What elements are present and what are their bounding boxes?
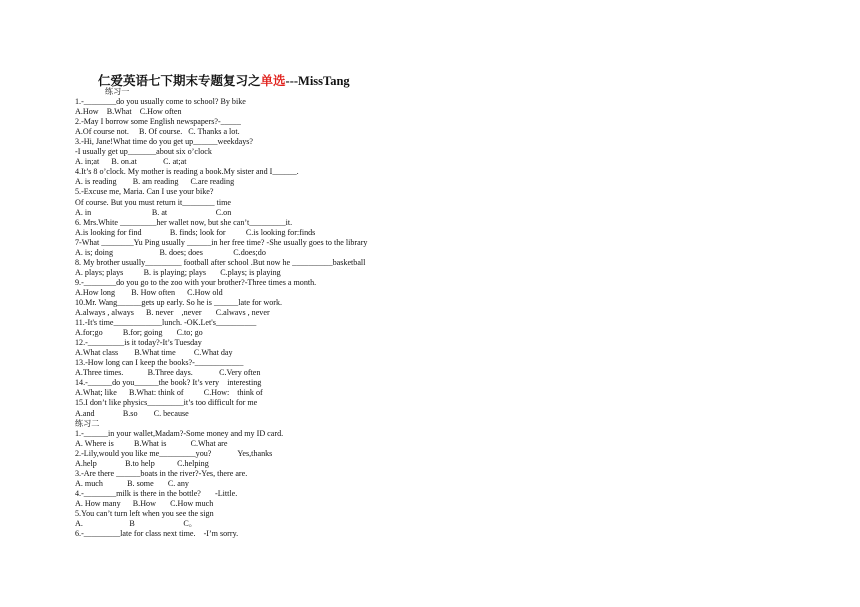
question-line: 2.-Lily,would you like me_________you? Yes,thanks: [75, 448, 273, 458]
question-line: A. in;at B. on.at C. at;at: [75, 157, 187, 167]
question-line: A.How B.What C.How often: [75, 107, 182, 117]
question-line: 14.-______do you______the book? It’s very interesting: [75, 378, 262, 388]
question-line: A. is reading B. am reading C.are reading: [75, 177, 235, 187]
question-line: A.help B.to help C.helping: [75, 458, 209, 468]
question-line: A. How many B.How C.How much: [75, 498, 214, 508]
question-line: Of course. But you must return it________ time: [75, 197, 232, 207]
question-line: A. B C。: [75, 519, 197, 529]
question-list: [75, 87, 575, 539]
question-line: 6.-_________late for class next time. -I’m sorry.: [75, 529, 239, 539]
question-line: 10.Mr. Wang______gets up early. So he is ______late for work.: [75, 297, 283, 307]
question-line: A.and B.so C. because: [75, 408, 189, 418]
question-line: 2.-May I borrow some English newspapers?-_____: [75, 117, 241, 127]
question-line: 11.-It's time____________lunch. -OK.Let's__________: [75, 318, 257, 328]
question-line: A.What; like B.What: think of C.How: think of: [75, 388, 263, 398]
question-line: -I usually get up_______about six o’clock: [75, 147, 212, 157]
question-line: 1.-______in your wallet,Madam?-Some money and my ID card.: [75, 428, 284, 438]
section-heading: 练习二: [75, 418, 100, 428]
question-line: 9.-________do you go to the zoo with your brother?-Three times a month.: [75, 277, 317, 287]
question-line: 8. My brother usually_________ football after school .But now he __________basketball: [75, 257, 366, 267]
question-line: A.Three times. B.Three days. C.Very often: [75, 368, 261, 378]
question-line: A.is looking for find B. finds; look for C.is looking for:finds: [75, 227, 316, 237]
question-line: A.How long B. How often C.How old: [75, 287, 223, 297]
question-line: A.always , always B. never ,never C.alwavs , never: [75, 308, 270, 318]
question-line: A. Where is B.What is C.What are: [75, 438, 228, 448]
question-line: A. plays; plays B. is playing; plays C.plays; is playing: [75, 267, 281, 277]
question-line: A.Of course not. B. Of course. C. Thanks a lot.: [75, 127, 240, 137]
question-line: A.What class B.What time C.What day: [75, 348, 233, 358]
question-line: 3.-Hi, Jane!What time do you get up______weekdays?: [75, 137, 254, 147]
title-highlight: 单选: [260, 74, 286, 88]
question-line: 15.I don’t like physics_________it’s too difficult for me: [75, 398, 258, 408]
question-line: 7-What ________Yu Ping usually ______in her free time? -She usually goes to the library: [75, 237, 368, 247]
question-line: 5.-Excuse me, Maria. Can I use your bike?: [75, 187, 214, 197]
question-line: 5.You can’t turn left when you see the sign: [75, 508, 214, 518]
question-line: A.for;go B.for; going C.to; go: [75, 328, 203, 338]
question-line: A. in B. at C.on: [75, 207, 232, 217]
question-line: A. is; doing B. does; does C.does;do: [75, 247, 266, 257]
question-line: 13.-How long can I keep the books?-____________: [75, 358, 244, 368]
title-author: ---MissTang: [285, 74, 350, 88]
question-line: A. much B. some C. any: [75, 478, 189, 488]
section-heading: 练习一: [105, 87, 130, 96]
question-line: 6. Mrs.White _________her wallet now, but she can’t_________it.: [75, 217, 293, 227]
question-line: 4.-________milk is there in the bottle? -Little.: [75, 488, 238, 498]
question-line: 12.-_________is it today?-It’s Tuesday: [75, 338, 202, 348]
question-line: 4.It’s 8 o’clock. My mother is reading a book.My sister and I______.: [75, 167, 299, 177]
title-main: 仁爱英语七下期末专题复习之: [98, 74, 261, 88]
question-line: 1.-________do you usually come to school? By bike: [75, 97, 246, 107]
question-line: 3.-Are there ______boats in the river?-Yes, there are.: [75, 468, 248, 478]
